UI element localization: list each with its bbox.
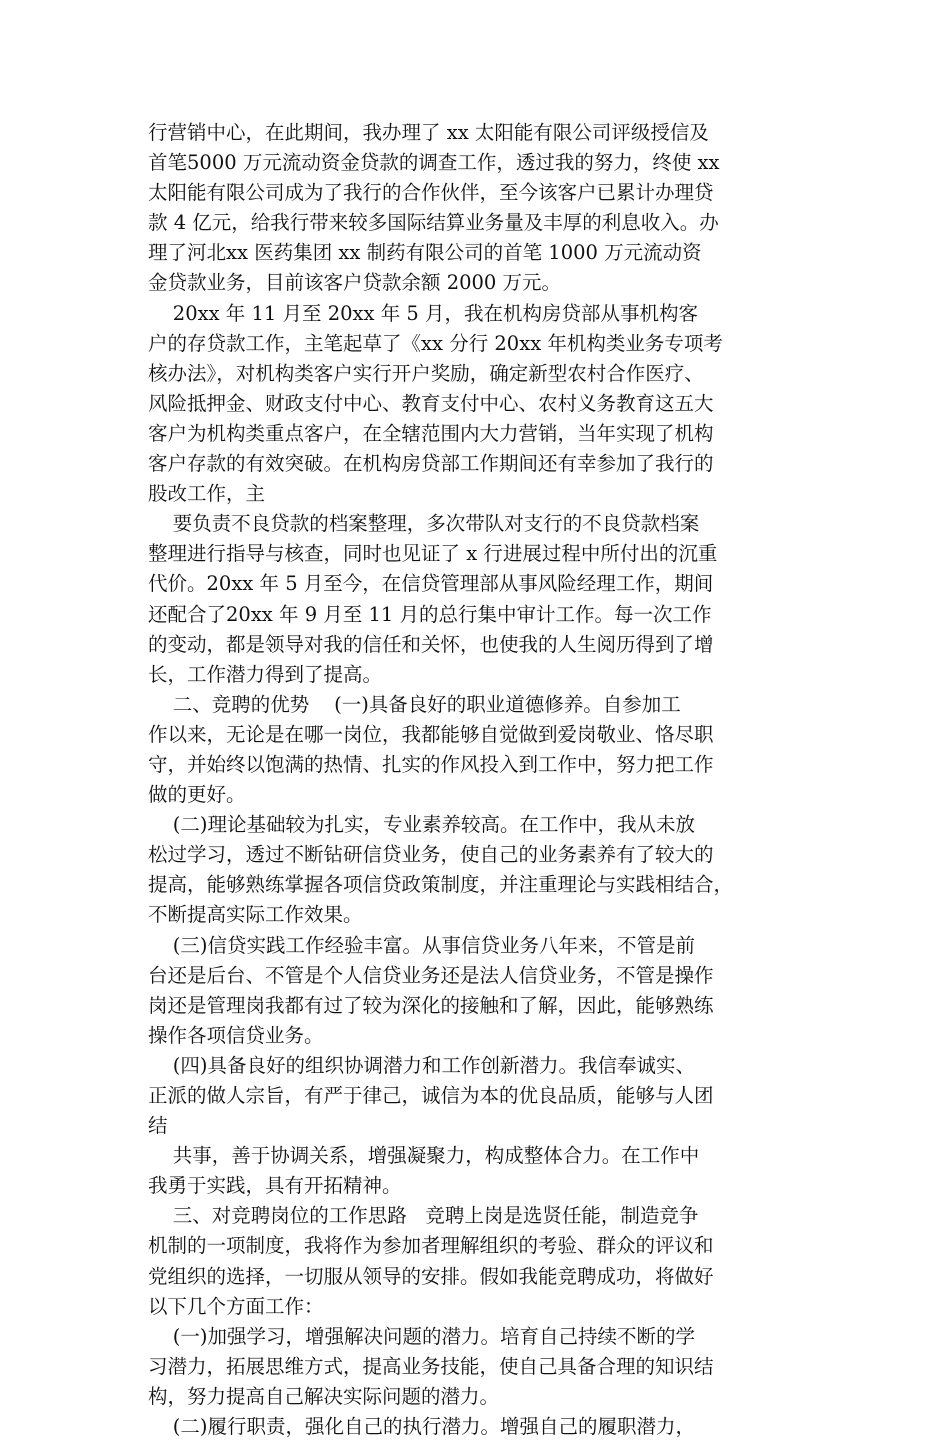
text-line: 太阳能有限公司成为了我行的合作伙伴，至今该客户已累计办理贷 (148, 181, 714, 205)
text-line: 我勇于实践，具有开拓精神。 (148, 1174, 402, 1198)
text-line: 台还是后台、不管是个人信贷业务还是法人信贷业务，不管是操作 (148, 963, 714, 987)
text-line: 股改工作，主 (148, 482, 266, 506)
text-line: 共事，善于协调关系，增强凝聚力，构成整体合力。在工作中 (148, 1144, 700, 1168)
document-body-text (148, 118, 820, 1442)
text-line: 党组织的选择，一切服从领导的安排。假如我能竞聘成功，将做好 (148, 1264, 714, 1288)
text-line: 整理进行指导与核查，同时也见证了 x 行进展过程中所付出的沉重 (148, 542, 718, 566)
text-line: 做的更好。 (148, 783, 246, 807)
text-line: 不断提高实际工作效果。 (148, 903, 363, 927)
text-line: 三、对竞聘岗位的工作思路 竞聘上岗是选贤任能，制造竞争 (148, 1204, 699, 1228)
text-line: 操作各项信贷业务。 (148, 1023, 324, 1047)
text-line: 款 4 亿元，给我行带来较多国际结算业务量及丰厚的利息收入。办 (148, 211, 719, 235)
text-line: (二)理论基础较为扎实，专业素养较高。在工作中，我从未放 (148, 813, 696, 837)
text-line: 提高，能够熟练掌握各项信贷政策制度，并注重理论与实践相结合， (148, 873, 734, 897)
text-line: 代价。20xx 年 5 月至今，在信贷管理部从事风险经理工作，期间 (148, 572, 714, 596)
text-line: 机制的一项制度，我将作为参加者理解组织的考验、群众的评议和 (148, 1234, 714, 1258)
text-line: 作以来，无论是在哪一岗位，我都能够自觉做到爱岗敬业、恪尽职 (148, 722, 714, 746)
text-line: 核办法》，对机构类客户实行开户奖励，确定新型农村合作医疗、 (148, 361, 704, 385)
text-line: 户的存贷款工作，主笔起草了《xx 分行 20xx 年机构类业务专项考 (148, 331, 723, 355)
text-line: 正派的做人宗旨，有严于律己，诚信为本的优良品质，能够与人团 (148, 1084, 714, 1107)
text-line: 要负责不良贷款的档案整理，多次带队对支行的不良贷款档案 (148, 512, 700, 536)
text-line: (四)具备良好的组织协调潜力和工作创新潜力。我信奉诚实、 (148, 1053, 696, 1077)
text-line: 结 (148, 1114, 168, 1138)
text-line: (二)履行职责，强化自己的执行潜力。增强自己的履职潜力， (148, 1415, 696, 1439)
text-line: 行营销中心，在此期间，我办理了 xx 太阳能有限公司评级授信及 (148, 121, 709, 144)
text-line: 长，工作潜力得到了提高。 (148, 662, 383, 686)
text-line: 的变动，都是领导对我的信任和关怀，也使我的人生阅历得到了增 (148, 632, 714, 656)
text-line: 风险抵押金、财政支付中心、教育支付中心、农村义务教育这五大 (148, 391, 714, 415)
text-line: 岗还是管理岗我都有过了较为深化的接触和了解，因此，能够熟练 (148, 993, 714, 1017)
text-line: 理了河北xx 医药集团 xx 制药有限公司的首笔 1000 万元流动资 (148, 241, 702, 265)
text-line: 以下几个方面工作： (148, 1294, 324, 1318)
text-line: 客户为机构类重点客户，在全辖范围内大力营销，当年实现了机构 (148, 421, 714, 445)
text-line: (一)加强学习，增强解决问题的潜力。培育自己持续不断的学 (148, 1324, 696, 1348)
text-line: 还配合了20xx 年 9 月至 11 月的总行集中审计工作。每一次工作 (148, 602, 712, 626)
text-line: 二、竞聘的优势 (一)具备良好的职业道德修养。自参加工 (148, 692, 681, 716)
text-line: 首笔5000 万元流动资金贷款的调查工作，透过我的努力，终使 xx (148, 151, 720, 175)
text-line: (三)信贷实践工作经验丰富。从事信贷业务八年来，不管是前 (148, 933, 696, 957)
text-line: 金贷款业务，目前该客户贷款余额 2000 万元。 (148, 271, 562, 295)
text-line: 守，并始终以饱满的热情、扎实的作风投入到工作中，努力把工作 (148, 752, 714, 776)
text-line: 客户存款的有效突破。在机构房贷部工作期间还有幸参加了我行的 (148, 452, 714, 476)
text-line: 松过学习，透过不断钻研信贷业务，使自己的业务素养有了较大的 (148, 843, 714, 867)
text-line: 20xx 年 11 月至 20xx 年 5 月，我在机构房贷部从事机构客 (148, 301, 699, 325)
text-line: 构，努力提高自己解决实际问题的潜力。 (148, 1384, 500, 1408)
text-line: 习潜力，拓展思维方式，提高业务技能，使自己具备合理的知识结 (148, 1354, 714, 1378)
